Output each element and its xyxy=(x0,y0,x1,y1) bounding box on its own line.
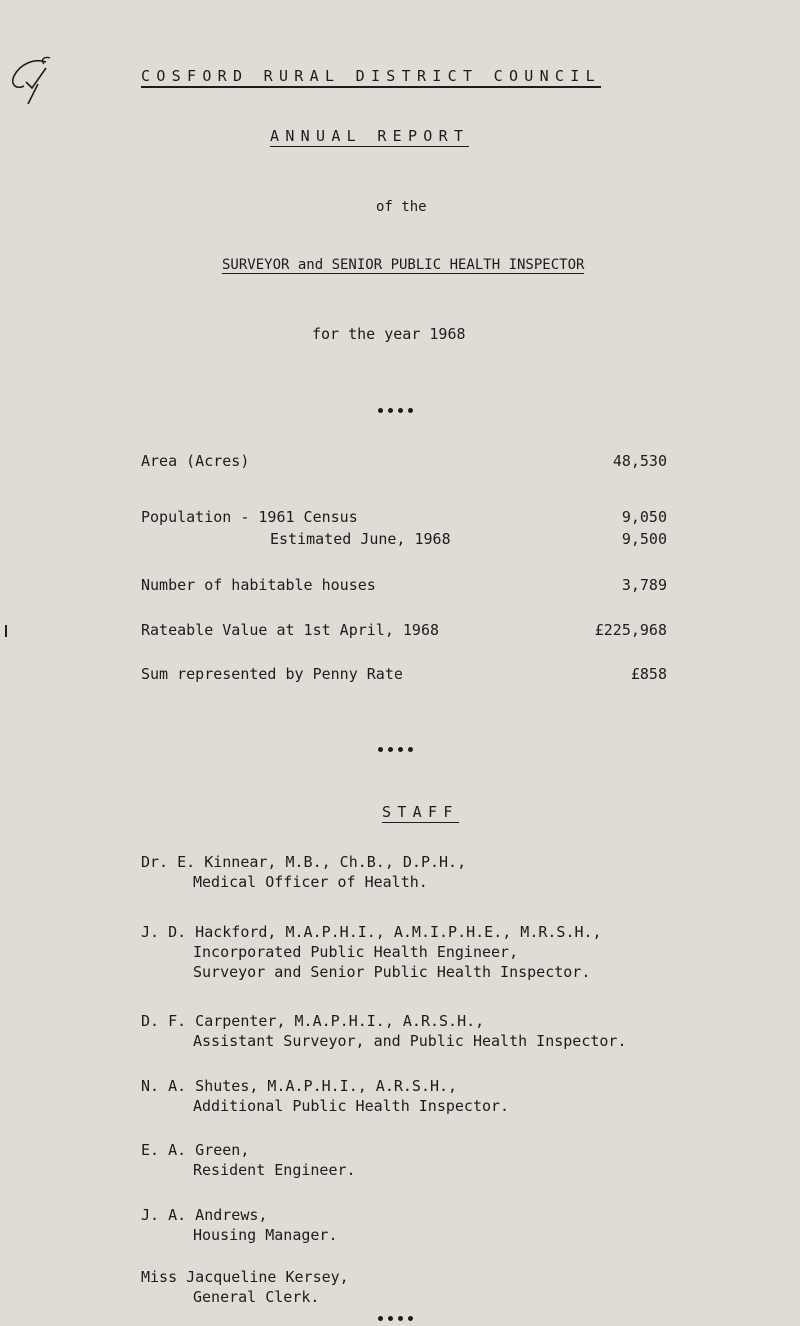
staff-name: Miss Jacqueline Kersey, xyxy=(141,1268,349,1286)
stat-value: 3,789 xyxy=(621,576,667,594)
staff-name: Dr. E. Kinnear, M.B., Ch.B., D.P.H., xyxy=(141,853,467,871)
separator-dots xyxy=(378,1316,413,1321)
stat-label: Rateable Value at 1st April, 1968 xyxy=(141,621,440,639)
stat-label: Area (Acres) xyxy=(141,452,250,470)
staff-heading: STAFF xyxy=(382,803,459,821)
staff-name: J. A. Andrews, xyxy=(141,1206,268,1224)
staff-name: J. D. Hackford, M.A.P.H.I., A.M.I.P.H.E., M.R.S.H., xyxy=(141,923,602,941)
of-the-line: of the xyxy=(376,199,427,215)
officer-title: SURVEYOR and SENIOR PUBLIC HEALTH INSPECTOR xyxy=(222,257,585,273)
stat-value: 48,530 xyxy=(612,452,667,470)
stat-label: Estimated June, 1968 xyxy=(270,530,451,548)
staff-role: Housing Manager. xyxy=(193,1226,338,1244)
stat-label: Population - 1961 Census xyxy=(141,508,358,526)
staff-name: D. F. Carpenter, M.A.P.H.I., A.R.S.H., xyxy=(141,1012,485,1030)
report-title: ANNUAL REPORT xyxy=(270,127,470,145)
council-title: COSFORD RURAL DISTRICT COUNCIL xyxy=(141,66,601,88)
staff-role: Assistant Surveyor, and Public Health Inspector. xyxy=(193,1032,627,1050)
staff-role: Surveyor and Senior Public Health Inspector. xyxy=(193,963,591,981)
staff-role: Additional Public Health Inspector. xyxy=(193,1097,510,1115)
staff-name: E. A. Green, xyxy=(141,1141,250,1159)
staff-role: Medical Officer of Health. xyxy=(193,873,428,891)
stat-value: 9,050 xyxy=(621,508,667,526)
report-year: for the year 1968 xyxy=(312,325,466,343)
staff-role: Resident Engineer. xyxy=(193,1161,356,1179)
stat-value: £225,968 xyxy=(594,621,667,639)
separator-dots xyxy=(378,408,413,413)
staff-role: General Clerk. xyxy=(193,1288,320,1306)
stat-value: 9,500 xyxy=(621,530,667,548)
staff-name: N. A. Shutes, M.A.P.H.I., A.R.S.H., xyxy=(141,1077,458,1095)
stat-value: £858 xyxy=(630,665,667,683)
margin-mark xyxy=(5,625,7,637)
stat-label: Number of habitable houses xyxy=(141,576,376,594)
separator-dots xyxy=(378,747,413,752)
stat-label: Sum represented by Penny Rate xyxy=(141,665,403,683)
handwritten-mark-icon xyxy=(4,54,64,110)
staff-role: Incorporated Public Health Engineer, xyxy=(193,943,519,961)
